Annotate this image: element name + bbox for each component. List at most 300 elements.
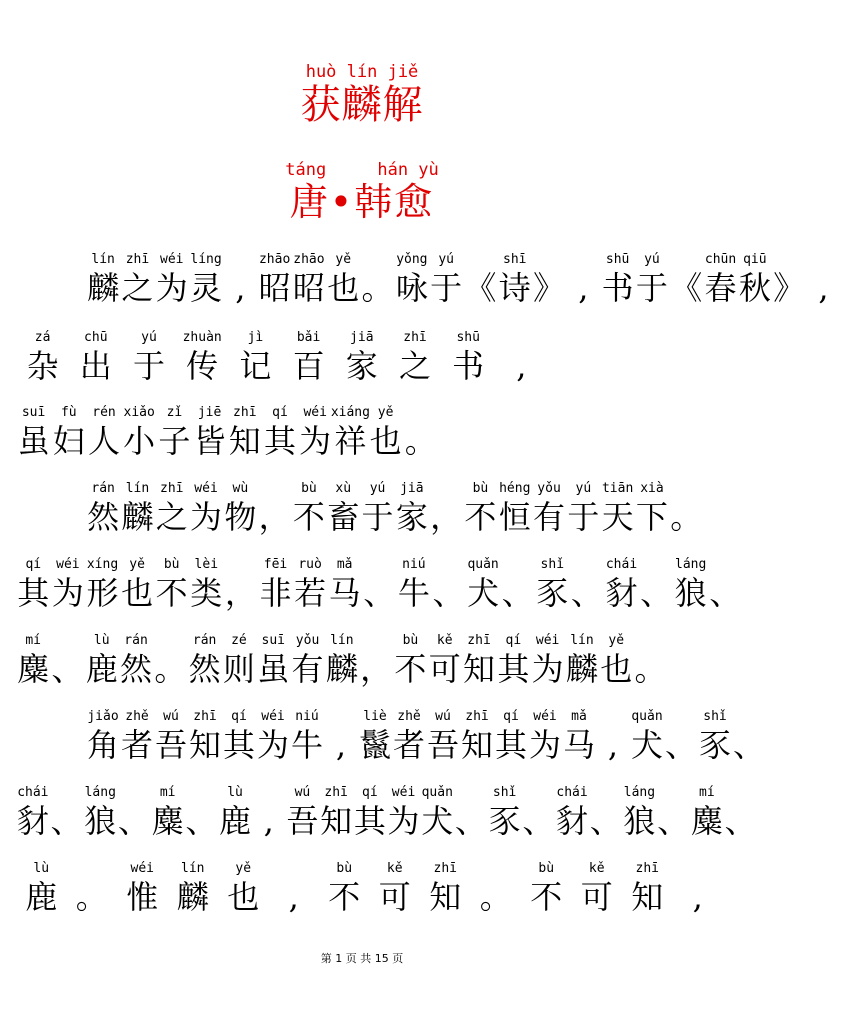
pinyin: qí — [231, 709, 247, 724]
hanzi: 可 — [378, 878, 411, 916]
hanzi: 可 — [428, 650, 461, 688]
hanzi: 、 — [454, 802, 487, 840]
pinyin: yě — [335, 252, 352, 267]
hanzi: 《 — [464, 269, 497, 307]
pinyin: lín — [570, 633, 594, 648]
pinyin: wéi — [391, 785, 416, 800]
pinyin — [501, 330, 541, 346]
pinyin: tiān — [601, 481, 634, 496]
syllable — [235, 330, 275, 386]
hanzi: 角 — [86, 726, 119, 764]
hanzi: 牛 — [290, 726, 323, 764]
pinyin: zhī — [433, 861, 457, 876]
pinyin — [631, 633, 671, 649]
syllable — [129, 330, 169, 386]
pinyin: qí — [362, 785, 378, 800]
hanzi: , — [516, 347, 527, 385]
pinyin: bù — [402, 633, 419, 648]
pinyin: yú — [438, 252, 454, 267]
pinyin: jiā — [400, 481, 424, 496]
text-line — [0, 785, 757, 845]
hanzi: 其 — [222, 726, 255, 764]
hanzi: 豕 — [488, 802, 521, 840]
hanzi: 马 — [562, 726, 595, 764]
pinyin: chái — [556, 785, 588, 800]
hanzi: 其 — [17, 574, 50, 612]
hanzi: 知 — [188, 726, 221, 764]
pinyin: zhī — [233, 405, 257, 420]
hanzi: 书 — [601, 269, 634, 307]
pinyin: rán — [124, 633, 148, 648]
hanzi: 、 — [732, 726, 765, 764]
pinyin: chūn — [704, 252, 737, 267]
hanzi: 为 — [51, 574, 84, 612]
hanzi: 类 — [190, 574, 223, 612]
hanzi: 为 — [190, 498, 223, 536]
pinyin — [678, 861, 718, 877]
pinyin: zhě — [397, 709, 421, 724]
pinyin: yě — [235, 861, 252, 876]
hanzi: 。 — [154, 650, 187, 688]
hanzi: 可 — [580, 878, 613, 916]
syllable — [324, 861, 364, 917]
pinyin: héng — [499, 481, 531, 496]
hanzi: 鹿 — [25, 878, 58, 916]
syllable — [72, 861, 112, 917]
syllable — [223, 861, 263, 917]
hanzi: 祥 — [334, 422, 367, 460]
hanzi: 诗 — [498, 269, 531, 307]
hanzi: 知 — [463, 650, 496, 688]
pinyin: zhī — [403, 330, 427, 345]
hanzi: 、 — [657, 802, 690, 840]
syllable — [501, 330, 541, 386]
pinyin: wéi — [160, 252, 184, 267]
hanzi: , — [235, 269, 246, 307]
hanzi: 知 — [631, 878, 664, 916]
hanzi: 、 — [501, 574, 534, 612]
pinyin: xiǎo — [123, 405, 155, 420]
pinyin: quǎn — [421, 785, 453, 800]
syllable — [84, 405, 124, 461]
pinyin: kě — [436, 633, 453, 648]
hanzi: 为 — [299, 422, 332, 460]
hanzi: 狼 — [623, 802, 656, 840]
pinyin: yě — [608, 633, 625, 648]
text-line — [0, 557, 742, 617]
pinyin: líng — [190, 252, 222, 267]
hanzi: , — [692, 878, 703, 916]
pinyin: lín — [330, 633, 354, 648]
pinyin: lù — [93, 633, 110, 648]
hanzi: 。 — [75, 878, 108, 916]
hanzi: 不 — [394, 650, 427, 688]
hanzi: 不 — [530, 878, 563, 916]
hanzi: 。 — [479, 878, 512, 916]
syllable — [526, 861, 566, 917]
hanzi: , — [288, 878, 299, 916]
syllable — [577, 861, 617, 917]
pinyin: shū — [456, 330, 480, 345]
pinyin: zhī — [125, 252, 150, 267]
hanzi: 。 — [634, 650, 667, 688]
hanzi: 人 — [87, 422, 120, 460]
hanzi: 、 — [51, 650, 84, 688]
syllable — [14, 405, 54, 461]
hanzi: 者 — [392, 726, 425, 764]
syllable — [627, 861, 667, 917]
hanzi: 、 — [50, 802, 83, 840]
pinyin: láng — [623, 785, 656, 800]
hanzi: 其 — [497, 650, 530, 688]
text-line — [0, 405, 724, 465]
hanzi: 其 — [494, 726, 527, 764]
pinyin: lù — [227, 785, 243, 800]
syllable — [289, 330, 329, 386]
hanzi: 、 — [522, 802, 555, 840]
hanzi: 犬 — [467, 574, 500, 612]
hanzi: 于 — [430, 269, 463, 307]
pinyin: mǎ — [336, 557, 353, 572]
pinyin: wú — [294, 785, 311, 800]
hanzi: 麟 — [176, 878, 209, 916]
page-title: 获麟解 — [300, 82, 424, 128]
pinyin: lín — [125, 481, 150, 496]
pinyin: qí — [272, 405, 288, 420]
hanzi: 、 — [185, 802, 218, 840]
hanzi: 然 — [120, 650, 153, 688]
pinyin: xù — [335, 481, 352, 496]
text-line — [0, 861, 724, 921]
hanzi: 天 — [601, 498, 634, 536]
hanzi: 不 — [328, 878, 361, 916]
hanzi: 妇 — [52, 422, 85, 460]
hanzi: 百 — [292, 347, 325, 385]
pinyin: chū — [84, 330, 108, 345]
pinyin: láng — [84, 785, 116, 800]
pinyin: yǒu — [537, 481, 561, 496]
hanzi: 也 — [600, 650, 633, 688]
pinyin — [274, 861, 314, 877]
hanzi: 于 — [361, 498, 394, 536]
pinyin: qí — [25, 557, 42, 572]
hanzi: 虽 — [257, 650, 290, 688]
pinyin: shǐ — [703, 709, 727, 724]
pinyin: shī — [503, 252, 527, 267]
hanzi: ， — [224, 574, 257, 612]
pinyin: wéi — [535, 633, 560, 648]
pinyin: zé — [231, 633, 247, 648]
syllable — [76, 330, 116, 386]
hanzi: 豕 — [698, 726, 731, 764]
pinyin: fēi — [263, 557, 288, 572]
hanzi: 杂 — [26, 347, 59, 385]
hanzi: 虽 — [17, 422, 50, 460]
pinyin: jì — [247, 330, 264, 345]
pinyin: láng — [675, 557, 707, 572]
hanzi: 之 — [121, 269, 154, 307]
syllable — [375, 861, 415, 917]
hanzi: 、 — [664, 726, 697, 764]
hanzi: 麋 — [690, 802, 723, 840]
hanzi: 则 — [222, 650, 255, 688]
hanzi: 其 — [353, 802, 386, 840]
pinyin: zhī — [465, 709, 489, 724]
hanzi: 麟 — [565, 650, 598, 688]
hanzi: 。 — [670, 498, 703, 536]
hanzi: 有 — [291, 650, 324, 688]
syllable — [401, 405, 441, 461]
pinyin: wéi — [533, 709, 557, 724]
hanzi: ， — [430, 498, 463, 536]
pinyin: rén — [92, 405, 116, 420]
pinyin — [729, 709, 769, 725]
hanzi: 吾 — [426, 726, 459, 764]
pinyin — [401, 405, 441, 421]
hanzi: 犬 — [421, 802, 454, 840]
author-block — [0, 160, 724, 224]
hanzi: 麋 — [151, 802, 184, 840]
pinyin: lèi — [194, 557, 219, 572]
pinyin: shǐ — [540, 557, 565, 572]
hanzi: 吾 — [154, 726, 187, 764]
hanzi: 咏 — [395, 269, 428, 307]
syllable — [173, 861, 213, 917]
pinyin: mí — [25, 633, 41, 648]
pinyin: niú — [295, 709, 319, 724]
hanzi: 豺 — [16, 802, 49, 840]
pinyin: bǎi — [296, 330, 321, 345]
pinyin: yú — [369, 481, 386, 496]
text-line — [0, 633, 724, 693]
hanzi: 、 — [117, 802, 150, 840]
hanzi: 吾 — [286, 802, 319, 840]
pinyin: kě — [386, 861, 403, 876]
text-line — [0, 252, 829, 312]
hanzi: 畜 — [327, 498, 360, 536]
pinyin: wéi — [130, 861, 154, 876]
pinyin: zhī — [324, 785, 348, 800]
pinyin: zǐ — [166, 405, 183, 420]
hanzi: 为 — [256, 726, 289, 764]
pinyin: bù — [163, 557, 180, 572]
hanzi: 牛 — [397, 574, 430, 612]
pinyin: zhī — [635, 861, 659, 876]
pinyin: zhī — [467, 633, 491, 648]
hanzi: 豺 — [605, 574, 638, 612]
syllable — [182, 330, 222, 386]
hanzi: , — [607, 726, 619, 764]
hanzi: 为 — [531, 650, 564, 688]
pinyin: niú — [402, 557, 426, 572]
hanzi: 犬 — [630, 726, 663, 764]
syllable — [721, 785, 761, 841]
pinyin: jiā — [350, 330, 374, 345]
hanzi: 知 — [320, 802, 353, 840]
author-pinyin: táng hán yù — [285, 160, 439, 180]
hanzi: 家 — [395, 498, 428, 536]
hanzi: , — [263, 802, 274, 840]
syllable — [225, 405, 265, 461]
hanzi: 豺 — [556, 802, 589, 840]
syllable — [342, 330, 382, 386]
syllable — [729, 709, 769, 765]
pinyin: yú — [575, 481, 592, 496]
pinyin: shǐ — [492, 785, 517, 800]
hanzi: 。 — [404, 422, 437, 460]
hanzi: 于 — [635, 269, 668, 307]
syllable — [274, 861, 314, 917]
hanzi: 者 — [120, 726, 153, 764]
hanzi: 然 — [188, 650, 221, 688]
hanzi: 为 — [387, 802, 420, 840]
syllable — [666, 481, 706, 537]
text-line — [0, 330, 724, 390]
hanzi: 之 — [398, 347, 431, 385]
hanzi: , — [818, 269, 829, 307]
pinyin: chái — [17, 785, 49, 800]
pinyin: zhě — [125, 709, 149, 724]
hanzi: 狼 — [674, 574, 707, 612]
pinyin: rán — [192, 633, 217, 648]
hanzi: , — [335, 726, 347, 764]
hanzi: 鹿 — [85, 650, 118, 688]
pinyin: fù — [60, 405, 77, 420]
pinyin: wú — [163, 709, 179, 724]
pinyin: qí — [503, 709, 519, 724]
syllable — [295, 405, 335, 461]
hanzi: 麟 — [325, 650, 358, 688]
pinyin — [666, 481, 706, 497]
hanzi: 为 — [155, 269, 188, 307]
hanzi: 也 — [327, 269, 360, 307]
hanzi: 、 — [709, 574, 742, 612]
pinyin: ruò — [298, 557, 322, 572]
pinyin: bù — [538, 861, 555, 876]
hanzi: 鬣 — [358, 726, 391, 764]
hanzi: 然 — [87, 498, 120, 536]
hanzi: 麟 — [121, 498, 154, 536]
hanzi: 秋 — [738, 269, 771, 307]
text-line — [0, 709, 765, 769]
pinyin — [705, 557, 745, 573]
hanzi: 麋 — [17, 650, 50, 688]
hanzi: ， — [360, 650, 393, 688]
hanzi: 灵 — [190, 269, 223, 307]
hanzi: 、 — [432, 574, 465, 612]
hanzi: 狼 — [84, 802, 117, 840]
hanzi: 也 — [121, 574, 154, 612]
hanzi: 不 — [292, 498, 325, 536]
hanzi: 豕 — [536, 574, 569, 612]
pinyin: wéi — [303, 405, 327, 420]
pinyin: zhī — [193, 709, 217, 724]
hanzi: 于 — [567, 498, 600, 536]
hanzi: 非 — [259, 574, 292, 612]
syllable — [23, 330, 63, 386]
hanzi: 为 — [528, 726, 561, 764]
pinyin: quǎn — [631, 709, 663, 724]
hanzi: 、 — [640, 574, 673, 612]
hanzi: 知 — [460, 726, 493, 764]
syllable — [119, 405, 159, 461]
syllable — [154, 405, 194, 461]
hanzi: 知 — [429, 878, 462, 916]
pinyin: kě — [588, 861, 605, 876]
pinyin: rán — [91, 481, 115, 496]
syllable — [49, 405, 89, 461]
syllable — [395, 330, 435, 386]
pinyin: zhāo — [293, 252, 325, 267]
pinyin: yú — [644, 252, 660, 267]
pinyin: zhī — [160, 481, 184, 496]
hanzi: 。 — [361, 269, 394, 307]
hanzi: 惟 — [126, 878, 159, 916]
pinyin: shū — [605, 252, 630, 267]
hanzi: 鹿 — [219, 802, 252, 840]
pinyin: jiǎo — [87, 709, 119, 724]
hanzi: 、 — [363, 574, 396, 612]
hanzi: 若 — [294, 574, 327, 612]
pinyin: zhuàn — [182, 330, 222, 345]
hanzi: 昭 — [258, 269, 291, 307]
hanzi: 子 — [158, 422, 191, 460]
pinyin: mí — [699, 785, 715, 800]
hanzi: 《 — [670, 269, 703, 307]
pinyin: chái — [605, 557, 638, 572]
syllable — [705, 557, 745, 613]
pinyin: wù — [232, 481, 249, 496]
hanzi: 马 — [328, 574, 361, 612]
hanzi: 也 — [369, 422, 402, 460]
pinyin: wéi — [56, 557, 80, 572]
hanzi: 不 — [464, 498, 497, 536]
hanzi: ， — [258, 498, 291, 536]
hanzi: 、 — [724, 802, 757, 840]
pinyin: wú — [435, 709, 451, 724]
syllable — [190, 405, 230, 461]
pinyin: yǒu — [295, 633, 320, 648]
syllable — [366, 405, 406, 461]
pinyin: yě — [377, 405, 394, 420]
pinyin: yě — [129, 557, 145, 572]
pinyin: zhāo — [258, 252, 291, 267]
hanzi: 之 — [155, 498, 188, 536]
hanzi: 记 — [239, 347, 272, 385]
syllable — [678, 861, 718, 917]
pinyin: suī — [21, 405, 46, 420]
pinyin: xià — [640, 481, 664, 496]
pinyin: jiē — [197, 405, 222, 420]
pinyin: qiū — [743, 252, 767, 267]
hanzi: 恒 — [498, 498, 531, 536]
pinyin: wéi — [261, 709, 285, 724]
pinyin: bù — [472, 481, 489, 496]
pinyin: xiáng — [330, 405, 370, 420]
pinyin — [72, 861, 112, 877]
pinyin: yú — [141, 330, 157, 345]
hanzi: 有 — [533, 498, 566, 536]
syllable — [631, 633, 671, 689]
hanzi: 其 — [263, 422, 296, 460]
hanzi: 小 — [123, 422, 156, 460]
pinyin: wéi — [194, 481, 218, 496]
syllable — [476, 861, 516, 917]
hanzi: 皆 — [193, 422, 226, 460]
syllable — [448, 330, 488, 386]
title-pinyin: huò lín jiě — [305, 62, 419, 82]
hanzi: 形 — [86, 574, 119, 612]
